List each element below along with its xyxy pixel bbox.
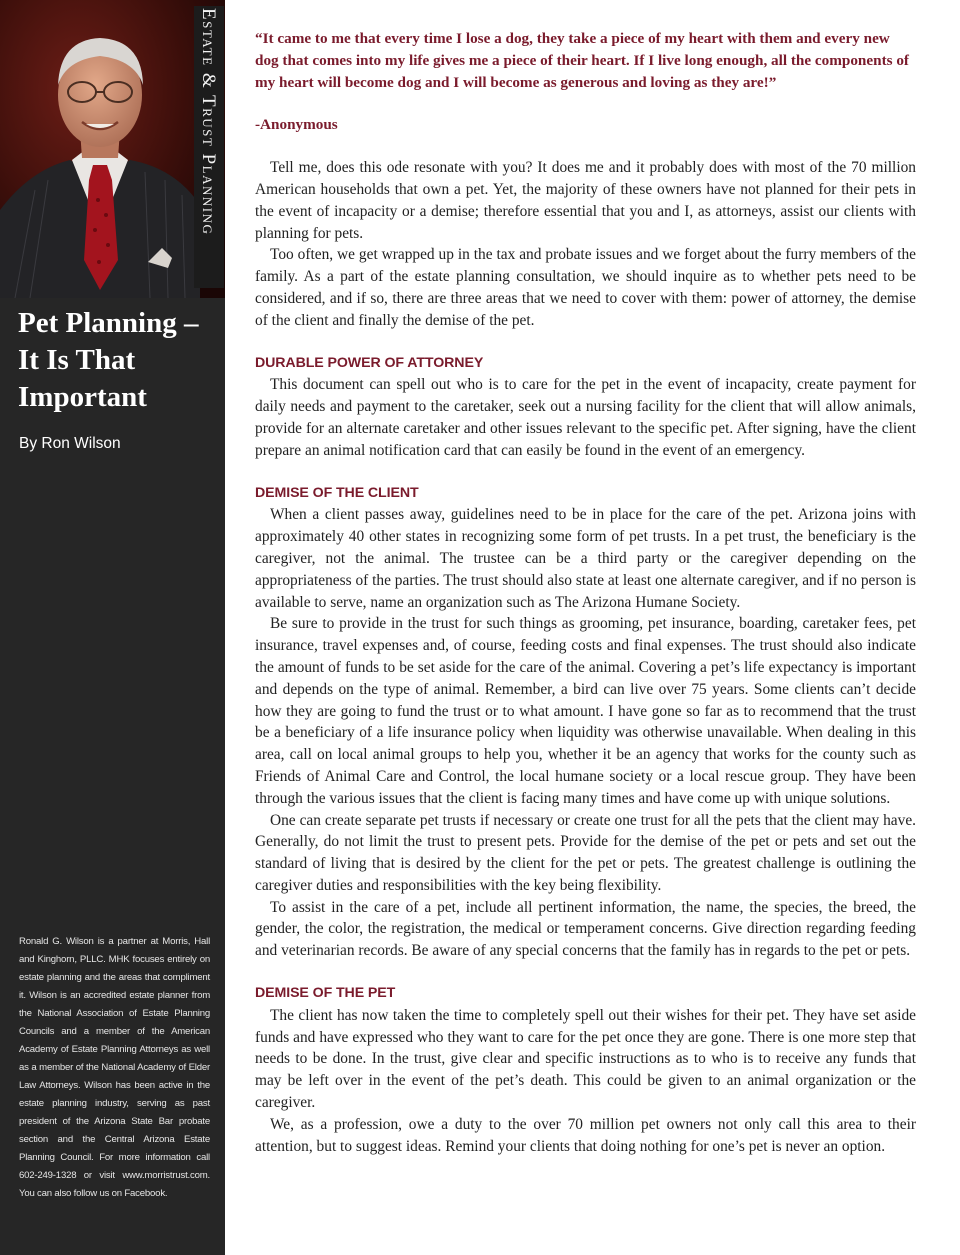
byline: By Ron Wilson — [19, 435, 121, 452]
opening-quote: “It came to me that every time I lose a dog, they take a piece of my heart with them and every new dog that comes into my life gives me a piece of their heart. If I live long enough, all the components of my heart will become dog and I will become as generous and loving as they are!” — [255, 30, 909, 91]
paragraph: This document can spell out who is to care for the pet in the event of incapacity, create payment for daily needs and payment to the caretaker, seek out a nursing facility for the client that will allow animals, provide for an alternate caretaker and other issues relevant to the specific pet. After signing, have the client prepare an animal notification card that can easily be found in the event of an emergency. — [255, 376, 916, 459]
paragraph: One can create separate pet trusts if necessary or create one trust for all the pets that the client may have. Generally, do not limit the trust to present pets. Provide for the demise of the pet or pets and set out the standard of living that is desired by the client for the pet or pets. The greatest challenge is outlining the caregiver duties and responsibilities with the key being flexibility. — [255, 811, 916, 894]
section-label-text: Estate & Trust Planning — [198, 8, 219, 236]
sidebar — [0, 0, 225, 1255]
paragraph: Be sure to provide in the trust for such things as grooming, pet insurance, boarding, caretaker fees, pet insurance, travel expenses and, of course, feeding costs and final expenses. The trust should also indicate the amount of funds to be set aside for the care of the animal. Covering a pet’s life expectancy is important and depends on the type of animal. Remember, a bird can live over 75 years. Some clients can’t decide how they are going to fund the trust or to what amount. I have gone so far as to recommend that the trust be a beneficiary of a life insurance policy when liquidity was otherwise unavailable. When dealing in this area, call on local animal groups to help you, whether it be an agency that works for the county such as Friends of Animal Care and Control, the local humane society or a local rescue group. They have been through the various issues that the client is facing many times and have come up with unique solutions. — [255, 615, 916, 807]
author-bio: Ronald G. Wilson is a partner at Morris, Hall and Kinghorn, PLLC. MHK focuses entirely on estate planning and the areas that compliment it. Wilson is an accredited estate planner from the National Association of Estate Planning Councils and a member of the American Academy of Estate Planning Attorneys as well as a member of the National Academy of Elder Law Attorneys. Wilson has been active in the estate planning industry, serving as past president of the Arizona State Bar probate section and the Central Arizona Estate Planning Council. For more information call 602-249-1328 or visit www.morristrust.com. You can also follow us on Facebook. — [19, 936, 210, 1199]
paragraph: Tell me, does this ode resonate with you? It does me and it probably does with most of the 70 million American households that own a pet. Yet, the majority of these owners have not planned for their pets in the event of incapacity or a demise; therefore essential that you and I, as attorneys, assist our clients with planning for pets. — [255, 159, 916, 242]
section-heading-demise-of-the-client: DEMISE OF THE CLIENT — [255, 484, 419, 501]
section-heading-durable-power-of-attorney: DURABLE POWER OF ATTORNEY — [255, 354, 484, 371]
paragraph: To assist in the care of a pet, include all pertinent information, the name, the species, the breed, the gender, the color, the registration, the medical or temperament concerns. Give direction regarding feeding and veterinarian records. Be aware of any special concerns that the family has in regards to the pet or pets. — [255, 898, 916, 960]
paragraph: When a client passes away, guidelines need to be in place for the care of the pet. Arizona joins with approximately 40 other states in recognizing some form of pet trusts. In a pet trust, the beneficiary is the caregiver, not the animal. The trustee can be a third party or the caregiver depending on the appropriateness of the parties. The trust should also state at least one alternate caregiver, and if no person is available to serve, name an organization such as The Arizona Humane Society. — [255, 506, 916, 611]
quote-attribution: -Anonymous — [255, 116, 338, 134]
author-photo — [0, 0, 225, 298]
section-label — [194, 6, 224, 288]
paragraph: The client has now taken the time to completely spell out their wishes for their pet. They have set aside funds and have expressed who they want to care for the pet once they are gone. There is one more step that needs to be done. In the trust, give clear and specific instructions as to who is to receive any funds that may be left over in the event of the pet’s death. This could be given to an animal organization or the caregiver. — [255, 1006, 916, 1112]
article-body — [255, 28, 916, 1157]
paragraph: We, as a profession, owe a duty to the over 70 million pet owners not only call this area to their attention, but to suggest ideas. Remind your clients that doing nothing for one’s pet is never an option. — [255, 1115, 916, 1155]
section-heading-demise-of-the-pet: DEMISE OF THE PET — [255, 985, 396, 1002]
article-title: Pet Planning – It Is That Important — [18, 307, 199, 413]
author-portrait-image — [0, 0, 225, 298]
paragraph: Too often, we get wrapped up in the tax and probate issues and we forget about the furry members of the family. As a part of the estate planning consultation, we should inquire as to whether pets need to be considered, and if so, there are three areas that we need to cover with them: power of attorney, the demise of the client and finally the demise of the pet. — [255, 246, 916, 329]
